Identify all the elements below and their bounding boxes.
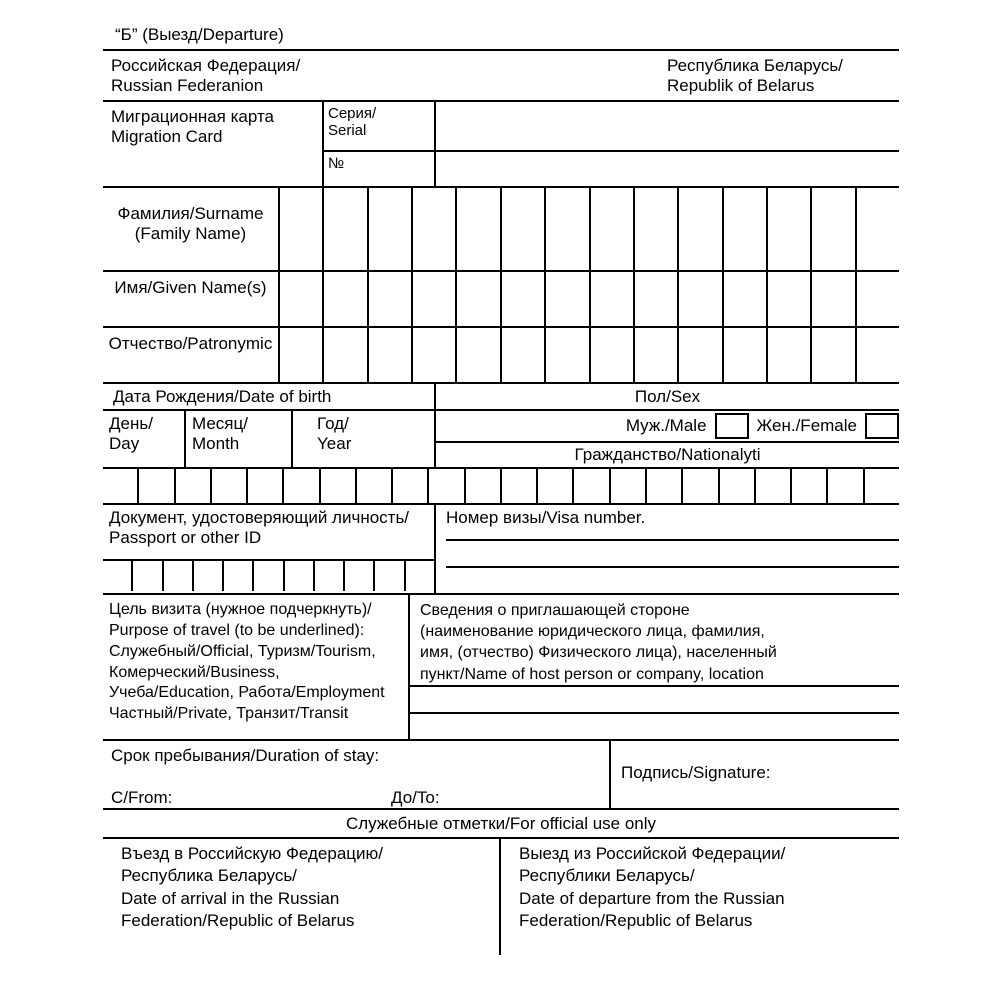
migration-card-form xyxy=(103,25,899,955)
char-box[interactable] xyxy=(369,272,413,326)
char-box[interactable] xyxy=(502,328,546,382)
official-use-heading: Служебные отметки/For official use only xyxy=(103,808,899,837)
char-box[interactable] xyxy=(812,272,856,326)
official-use-row xyxy=(103,837,899,955)
country-belarus-ru: Республика Беларусь/ xyxy=(667,56,843,76)
given-name-label-text: Имя/Given Name(s) xyxy=(114,278,267,298)
char-box[interactable] xyxy=(457,328,501,382)
identity-boxes[interactable] xyxy=(103,559,434,591)
country-header xyxy=(103,49,899,100)
surname-label xyxy=(103,188,280,270)
char-box[interactable] xyxy=(176,469,212,503)
char-box[interactable] xyxy=(768,328,812,382)
country-russia-ru: Российская Федерация/ xyxy=(111,56,301,76)
char-box[interactable] xyxy=(591,272,635,326)
char-box[interactable] xyxy=(768,188,812,270)
identity-label-en: Passport or other ID xyxy=(109,528,262,548)
char-box[interactable] xyxy=(792,469,828,503)
serial-input[interactable] xyxy=(436,102,899,150)
patronymic-row xyxy=(103,326,899,382)
purpose-line-5[interactable]: Учеба/Education, Работа/Employment xyxy=(109,684,385,702)
char-box[interactable] xyxy=(280,272,324,326)
sex-and-nationality xyxy=(436,411,899,467)
char-box[interactable] xyxy=(212,469,248,503)
duration-from-label[interactable]: С/From: xyxy=(111,787,173,807)
given-name-row xyxy=(103,270,899,326)
char-box[interactable] xyxy=(812,188,856,270)
visa-number-label: Номер визы/Visa number. xyxy=(446,508,646,528)
sex-male-label: Муж./Male xyxy=(625,416,707,436)
month-field[interactable] xyxy=(186,411,293,467)
char-box[interactable] xyxy=(413,188,457,270)
country-belarus-en: Republik of Belarus xyxy=(667,76,815,96)
serial-label xyxy=(324,102,434,150)
char-box[interactable] xyxy=(466,469,502,503)
number-input[interactable] xyxy=(436,150,899,186)
char-box[interactable] xyxy=(194,561,224,591)
nationality-boxes[interactable] xyxy=(103,467,899,503)
char-box[interactable] xyxy=(546,188,590,270)
patronymic-label xyxy=(103,328,280,382)
purpose-of-travel xyxy=(103,595,410,738)
duration-of-stay xyxy=(103,741,611,808)
month-label-en: Month xyxy=(192,434,240,454)
purpose-line-3[interactable]: Служебный/Official, Туризм/Tourism, xyxy=(109,642,376,660)
char-box[interactable] xyxy=(857,188,899,270)
sex-male-option[interactable] xyxy=(618,413,749,439)
arrival-line-2: Республика Беларусь/ xyxy=(121,866,297,886)
date-of-birth-heading: Дата Рождения/Date of birth xyxy=(103,384,436,409)
char-box[interactable] xyxy=(139,469,175,503)
char-box[interactable] xyxy=(502,188,546,270)
char-box[interactable] xyxy=(724,188,768,270)
char-box[interactable] xyxy=(546,328,590,382)
year-label-en: Year xyxy=(317,434,352,454)
char-box[interactable] xyxy=(538,469,574,503)
signature-field[interactable] xyxy=(611,741,899,808)
char-box[interactable] xyxy=(280,328,324,382)
identity-label xyxy=(103,505,434,559)
serial-number-fields xyxy=(436,102,899,186)
char-box[interactable] xyxy=(369,188,413,270)
visa-number-input-2[interactable] xyxy=(446,566,899,593)
purpose-line-1: Цель визита (нужное подчеркнуть)/ xyxy=(109,601,372,619)
char-box[interactable] xyxy=(768,272,812,326)
char-box[interactable] xyxy=(248,469,284,503)
char-box[interactable] xyxy=(679,188,723,270)
departure-line-4: Federation/Republic of Belarus xyxy=(519,911,753,931)
host-information xyxy=(410,595,899,738)
char-box[interactable] xyxy=(812,328,856,382)
char-box[interactable] xyxy=(679,272,723,326)
day-field[interactable] xyxy=(103,411,186,467)
host-line-2: (наименование юридического лица, фамилия, xyxy=(420,623,765,641)
sex-male-checkbox[interactable] xyxy=(715,413,749,439)
patronymic-boxes[interactable] xyxy=(280,328,899,382)
visa-number-field xyxy=(436,505,899,593)
duration-heading: Срок пребывания/Duration of stay: xyxy=(111,745,380,765)
purpose-line-4[interactable]: Комерческий/Business, xyxy=(109,663,280,681)
purpose-line-6[interactable]: Частный/Private, Транзит/Transit xyxy=(109,705,349,723)
char-box[interactable] xyxy=(857,328,899,382)
char-box[interactable] xyxy=(720,469,756,503)
char-box[interactable] xyxy=(865,469,899,503)
country-belarus xyxy=(659,51,899,100)
day-label-en: Day xyxy=(109,434,140,454)
host-input-1[interactable] xyxy=(410,685,899,712)
serial-label-ru: Серия/ xyxy=(328,105,377,123)
arrival-line-1: Въезд в Российскую Федерацию/ xyxy=(121,843,383,863)
arrival-line-4: Federation/Republic of Belarus xyxy=(121,911,355,931)
arrival-line-3: Date of arrival in the Russian xyxy=(121,888,340,908)
char-box[interactable] xyxy=(284,469,320,503)
purpose-host-row xyxy=(103,593,899,738)
char-box[interactable] xyxy=(756,469,792,503)
card-title-en: Migration Card xyxy=(111,127,223,147)
country-russia xyxy=(103,51,659,100)
identity-label-ru: Документ, удостоверяющий личность/ xyxy=(109,508,410,528)
surname-boxes[interactable] xyxy=(280,188,899,270)
identity-document xyxy=(103,505,436,593)
departure-line-3: Date of departure from the Russian xyxy=(519,888,785,908)
char-box[interactable] xyxy=(724,272,768,326)
duration-signature-row xyxy=(103,739,899,808)
char-box[interactable] xyxy=(574,469,610,503)
char-box[interactable] xyxy=(103,561,133,591)
birth-sex-heading-row xyxy=(103,382,899,409)
nationality-heading: Гражданство/Nationalyti xyxy=(436,441,899,467)
char-box[interactable] xyxy=(254,561,284,591)
char-box[interactable] xyxy=(857,272,899,326)
char-box[interactable] xyxy=(635,188,679,270)
char-box[interactable] xyxy=(591,188,635,270)
char-box[interactable] xyxy=(683,469,719,503)
given-name-label xyxy=(103,272,280,326)
duration-to-label[interactable]: До/To: xyxy=(391,787,440,807)
sex-options xyxy=(436,411,899,441)
char-box[interactable] xyxy=(375,561,405,591)
birth-sex-row xyxy=(103,409,899,467)
char-box[interactable] xyxy=(724,328,768,382)
char-box[interactable] xyxy=(280,188,324,270)
char-box[interactable] xyxy=(413,272,457,326)
day-label-ru: День/ xyxy=(109,414,153,434)
sex-heading: Пол/Sex xyxy=(634,387,701,407)
char-box[interactable] xyxy=(679,328,723,382)
char-box[interactable] xyxy=(324,188,368,270)
month-label-ru: Месяц/ xyxy=(192,414,248,434)
char-box[interactable] xyxy=(502,469,538,503)
serial-label-en: Serial xyxy=(328,122,367,140)
departure-block[interactable] xyxy=(501,839,899,955)
char-box[interactable] xyxy=(224,561,254,591)
given-name-boxes[interactable] xyxy=(280,272,899,326)
signature-label: Подпись/Signature: xyxy=(621,762,771,782)
card-title-ru: Миграционная карта xyxy=(111,107,275,127)
surname-label-line1: Фамилия/Surname xyxy=(117,204,264,224)
char-box[interactable] xyxy=(429,469,465,503)
char-box[interactable] xyxy=(611,469,647,503)
char-box[interactable] xyxy=(502,272,546,326)
arrival-block[interactable] xyxy=(103,839,501,955)
visa-number-input-1[interactable] xyxy=(446,539,899,566)
duration-fields xyxy=(111,766,609,808)
departure-line-2: Республики Беларусь/ xyxy=(519,866,695,886)
sex-female-option[interactable] xyxy=(749,413,899,439)
char-box[interactable] xyxy=(103,469,139,503)
char-box[interactable] xyxy=(635,272,679,326)
char-box[interactable] xyxy=(345,561,375,591)
char-box[interactable] xyxy=(413,328,457,382)
patronymic-label-text: Отчество/Patronymic xyxy=(108,334,273,354)
form-title: “Б” (Выезд/Departure) xyxy=(115,25,284,44)
char-box[interactable] xyxy=(321,469,357,503)
host-line-1: Сведения о приглашающей стороне xyxy=(420,602,690,620)
char-box[interactable] xyxy=(324,328,368,382)
serial-number-labels xyxy=(322,102,436,186)
surname-row xyxy=(103,186,899,270)
char-box[interactable] xyxy=(324,272,368,326)
char-box[interactable] xyxy=(285,561,315,591)
sex-female-checkbox[interactable] xyxy=(865,413,899,439)
char-box[interactable] xyxy=(647,469,683,503)
char-box[interactable] xyxy=(546,272,590,326)
char-box[interactable] xyxy=(457,188,501,270)
char-box[interactable] xyxy=(315,561,345,591)
char-box[interactable] xyxy=(133,561,163,591)
sex-female-label: Жен./Female xyxy=(756,416,857,436)
departure-line-1: Выезд из Российской Федерации/ xyxy=(519,843,786,863)
host-line-4: пункт/Name of host person or company, location xyxy=(420,665,764,683)
char-box[interactable] xyxy=(457,272,501,326)
country-russia-en: Russian Federanion xyxy=(111,76,264,96)
identity-visa-row xyxy=(103,503,899,593)
char-box[interactable] xyxy=(369,328,413,382)
card-title xyxy=(103,102,322,186)
char-box[interactable] xyxy=(357,469,393,503)
char-box[interactable] xyxy=(828,469,864,503)
char-box[interactable] xyxy=(393,469,429,503)
char-box[interactable] xyxy=(635,328,679,382)
surname-label-line2: (Family Name) xyxy=(134,224,247,244)
host-input-2[interactable] xyxy=(410,712,899,739)
card-title-row xyxy=(103,100,899,186)
year-field[interactable] xyxy=(293,411,436,467)
year-label-ru: Год/ xyxy=(317,414,349,434)
char-box[interactable] xyxy=(591,328,635,382)
char-box[interactable] xyxy=(164,561,194,591)
number-label: № xyxy=(324,150,434,186)
purpose-line-2: Purpose of travel (to be underlined): xyxy=(109,621,365,639)
char-box[interactable] xyxy=(406,561,434,591)
host-line-3: имя, (отчество) Физического лица), населенный xyxy=(420,644,777,662)
